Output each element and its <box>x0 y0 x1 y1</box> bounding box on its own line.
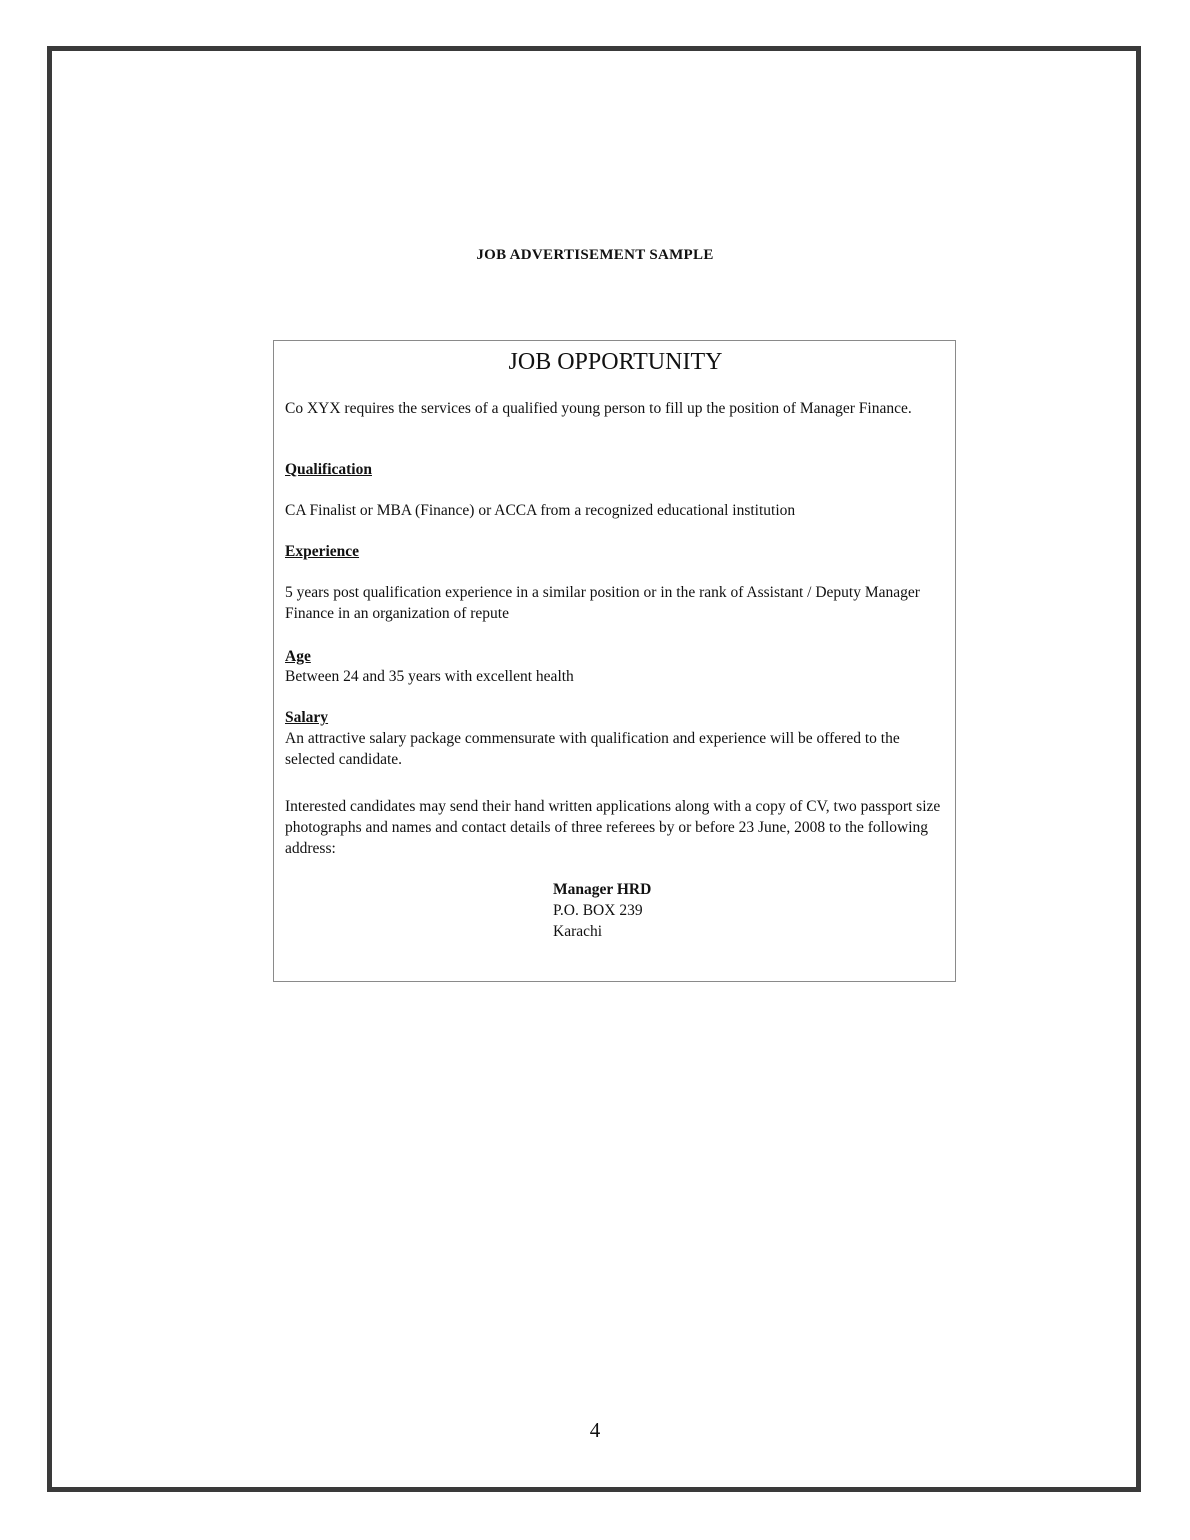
salary-heading: Salary <box>285 709 329 726</box>
address-box: P.O. BOX 239 <box>553 902 643 919</box>
job-ad-box <box>273 340 956 982</box>
ad-heading: JOB OPPORTUNITY <box>508 349 723 375</box>
age-text: Between 24 and 35 years with excellent health <box>285 668 574 685</box>
application-note: Interested candidates may send their hand written applications along with a copy of CV, two passport size photographs and names and contact details of three referees by or before 23 June, 2008 to the following address: <box>285 798 941 857</box>
address-name: Manager HRD <box>553 881 652 898</box>
qualification-heading: Qualification <box>285 461 372 478</box>
qualification-text: CA Finalist or MBA (Finance) or ACCA from a recognized educational institution <box>285 502 796 519</box>
page-number: 4 <box>589 1418 601 1442</box>
age-heading: Age <box>285 648 311 665</box>
mailing-address <box>553 879 651 942</box>
experience-text: 5 years post qualification experience in a similar position or in the rank of Assistant / Deputy Manager Finance in an organization of repute <box>285 584 920 622</box>
experience-heading: Experience <box>285 543 360 560</box>
address-city: Karachi <box>553 923 603 940</box>
ad-intro: Co XYX requires the services of a qualified young person to fill up the position of Manager Finance. <box>285 400 912 417</box>
salary-text: An attractive salary package commensurate with qualification and experience will be offered to the selected candidate. <box>285 730 900 768</box>
document-title: JOB ADVERTISEMENT SAMPLE <box>476 247 714 263</box>
